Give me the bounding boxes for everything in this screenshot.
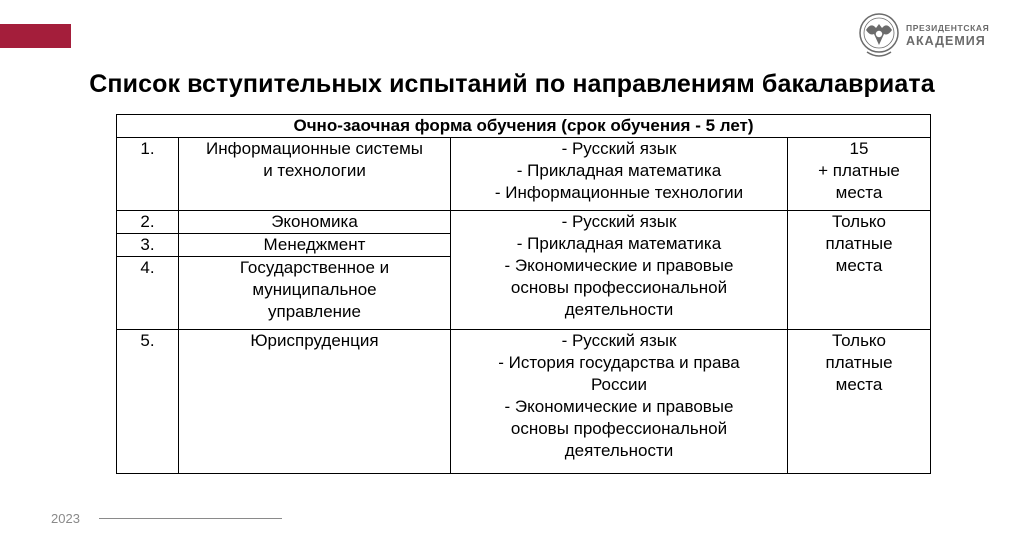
exam-list bbox=[451, 138, 788, 211]
academy-logo bbox=[858, 12, 988, 64]
footer-divider bbox=[99, 518, 282, 519]
exam-item: - Информационные технологии bbox=[494, 183, 744, 202]
places-line: + платные bbox=[818, 161, 900, 180]
places-line: 15 bbox=[849, 139, 869, 158]
places-info bbox=[788, 138, 931, 211]
footer-year: 2023 bbox=[51, 511, 80, 526]
exam-item: деятельности bbox=[564, 300, 674, 319]
exam-item: - Экономические и правовые bbox=[504, 397, 734, 416]
places-line: платные bbox=[825, 353, 893, 372]
program-line: Экономика bbox=[271, 212, 358, 231]
places-line: платные bbox=[825, 234, 893, 253]
program-name bbox=[179, 211, 451, 234]
exam-item: основы профессиональной bbox=[510, 278, 728, 297]
program-line: и технологии bbox=[263, 161, 366, 180]
places-line: Только bbox=[832, 212, 887, 231]
places-line: места bbox=[835, 375, 883, 394]
places-line: Только bbox=[832, 331, 887, 350]
exam-item: - Прикладная математика bbox=[516, 234, 722, 253]
program-name bbox=[179, 257, 451, 330]
exam-item: основы профессиональной bbox=[510, 419, 728, 438]
accent-bar bbox=[0, 24, 71, 48]
table-row bbox=[117, 138, 931, 211]
exam-item: - Русский язык bbox=[561, 139, 677, 158]
row-number: 4. bbox=[117, 257, 179, 330]
exam-item: - Русский язык bbox=[561, 331, 677, 350]
logo-line-2: АКАДЕМИЯ bbox=[906, 33, 986, 48]
page-title: Список вступительных испытаний по направлениям бакалавриата bbox=[89, 70, 935, 98]
program-line: муниципальное bbox=[252, 280, 377, 299]
exam-item: - Экономические и правовые bbox=[504, 256, 734, 275]
program-line: управление bbox=[268, 302, 361, 321]
program-name bbox=[179, 234, 451, 257]
logo-text bbox=[906, 24, 989, 47]
places-line: места bbox=[835, 256, 883, 275]
table-header-row bbox=[117, 115, 931, 138]
exam-list bbox=[451, 330, 788, 474]
places-line: места bbox=[835, 183, 883, 202]
program-line: Менеджмент bbox=[263, 235, 366, 254]
exam-item: России bbox=[590, 375, 648, 394]
program-line: Юриспруденция bbox=[250, 331, 379, 350]
entrance-exams-table bbox=[116, 114, 931, 474]
exam-item: - Русский язык bbox=[561, 212, 677, 231]
row-number: 1. bbox=[117, 138, 179, 211]
places-info bbox=[788, 211, 931, 330]
exam-item: - История государства и права bbox=[498, 353, 740, 372]
places-info bbox=[788, 330, 931, 474]
row-number: 2. bbox=[117, 211, 179, 234]
exam-item: - Прикладная математика bbox=[516, 161, 722, 180]
program-name bbox=[179, 330, 451, 474]
program-line: Информационные системы bbox=[206, 139, 423, 158]
exam-list bbox=[451, 211, 788, 330]
table-row bbox=[117, 211, 931, 234]
emblem-icon bbox=[858, 12, 900, 62]
logo-line-1: ПРЕЗИДЕНТСКАЯ bbox=[906, 23, 990, 33]
exam-item: деятельности bbox=[564, 441, 674, 460]
program-line: Государственное и bbox=[239, 258, 390, 277]
table-row bbox=[117, 330, 931, 474]
study-form-header: Очно-заочная форма обучения (срок обучения - 5 лет) bbox=[117, 115, 931, 138]
row-number: 5. bbox=[117, 330, 179, 474]
program-name bbox=[179, 138, 451, 211]
row-number: 3. bbox=[117, 234, 179, 257]
